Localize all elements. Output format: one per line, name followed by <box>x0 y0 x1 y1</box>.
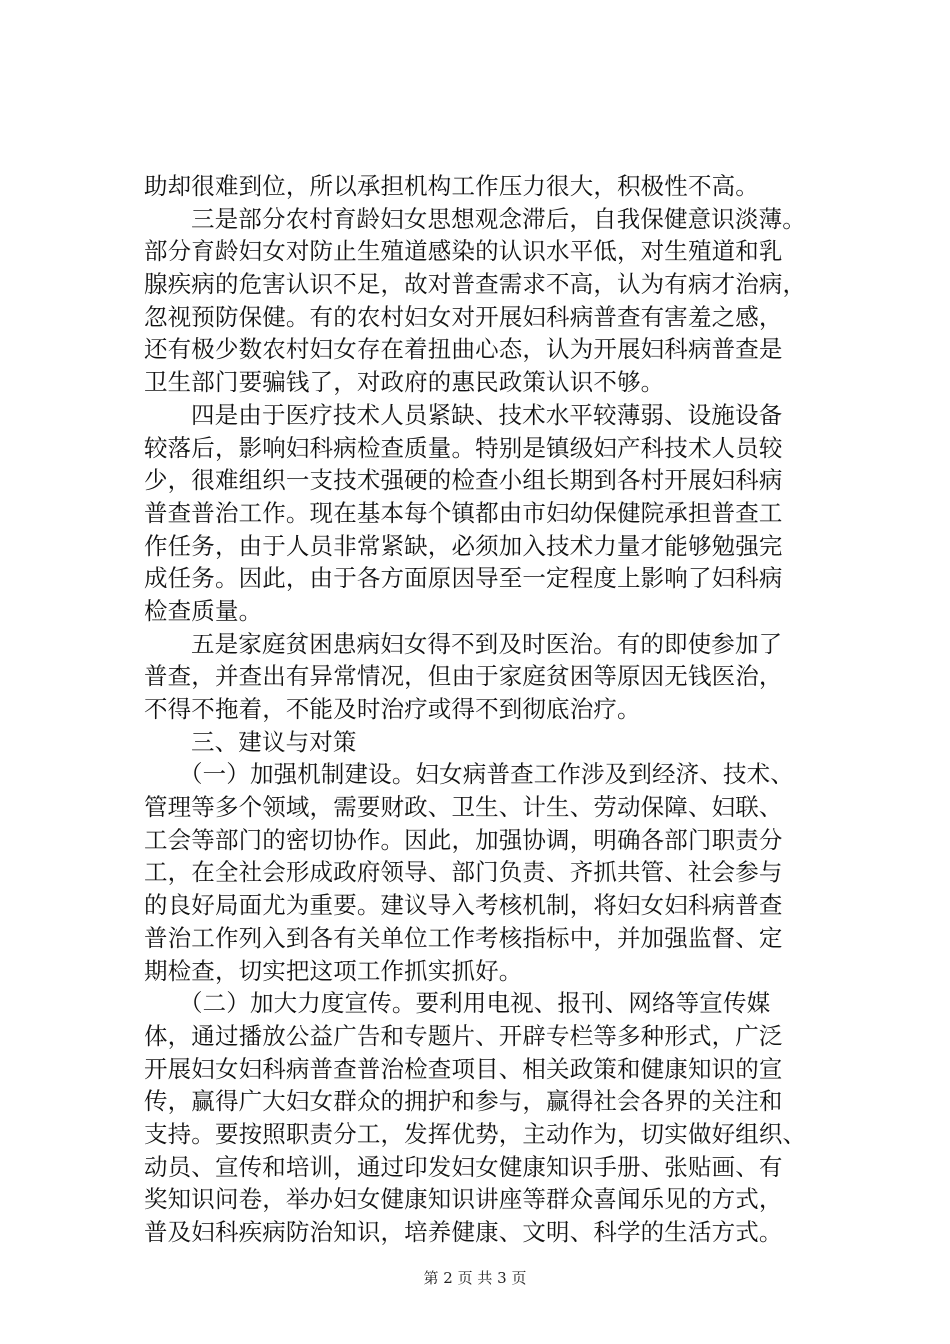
text-line: 管理等多个领域，需要财政、卫生、计生、劳动保障、妇联、 <box>144 793 783 822</box>
text-line: 少，很难组织一支技术强硬的检查小组长期到各村开展妇科病 <box>144 466 783 495</box>
text-line: 部分育龄妇女对防止生殖道感染的认识水平低，对生殖道和乳 <box>144 237 783 266</box>
text-line: 支持。要按照职责分工，发挥优势，主动作为，切实做好组织、 <box>144 1119 807 1148</box>
text-line: 动员、宣传和培训，通过印发妇女健康知识手册、张贴画、有 <box>144 1152 783 1181</box>
text-line: 普查，并查出有异常情况，但由于家庭贫困等原因无钱医治， <box>144 662 783 691</box>
text-line: 的良好局面尤为重要。建议导入考核机制，将妇女妇科病普查 <box>144 891 783 920</box>
text-line: 腺疾病的危害认识不足，故对普查需求不高，认为有病才治病， <box>144 270 807 299</box>
text-line: 普治工作列入到各有关单位工作考核指标中，并加强监督、定 <box>144 923 783 952</box>
text-line: 不得不拖着，不能及时治疗或得不到彻底治疗。 <box>144 695 641 723</box>
text-line: 作任务，由于人员非常紧缺，必须加入技术力量才能够勉强完 <box>144 531 783 560</box>
text-line: 期检查，切实把这项工作抓实抓好。 <box>144 956 523 985</box>
text-line: 工会等部门的密切协作。因此，加强协调，明确各部门职责分 <box>144 825 783 854</box>
text-line: 三是部分农村育龄妇女思想观念滞后，自我保健意识淡薄。 <box>191 204 806 233</box>
text-line: 工，在全社会形成政府领导、部门负责、齐抓共管、社会参与 <box>144 858 783 887</box>
text-line: 检查质量。 <box>144 596 263 625</box>
text-line: 忽视预防保健。有的农村妇女对开展妇科病普查有害羞之感， <box>144 302 783 331</box>
text-line: 四是由于医疗技术人员紧缺、技术水平较薄弱、设施设备 <box>191 400 783 429</box>
document-body <box>144 170 834 1249</box>
text-line: 普查普治工作。现在基本每个镇都由市妇幼保健院承担普查工 <box>144 498 783 527</box>
text-line: 普及妇科疾病防治知识，培养健康、文明、科学的生活方式。 <box>144 1218 783 1246</box>
text-line: 成任务。因此，由于各方面原因导至一定程度上影响了妇科病 <box>144 564 783 593</box>
text-line: 助却很难到位，所以承担机构工作压力很大，积极性不高。 <box>144 172 759 200</box>
text-line: 奖知识问卷，举办妇女健康知识讲座等群众喜闻乐见的方式， <box>144 1185 783 1214</box>
text-line: 三、建议与对策 <box>191 727 357 756</box>
text-line: 体，通过播放公益广告和专题片、开辟专栏等多种形式，广泛 <box>144 1021 783 1050</box>
text-line: 传，赢得广大妇女群众的拥护和参与，赢得社会各界的关注和 <box>144 1087 783 1116</box>
text-line: 还有极少数农村妇女存在着扭曲心态，认为开展妇科病普查是 <box>144 335 783 364</box>
text-line: 开展妇女妇科病普查普治检查项目、相关政策和健康知识的宣 <box>144 1054 783 1083</box>
text-line: （一）加强机制建设。妇女病普查工作涉及到经济、技术、 <box>179 760 794 789</box>
page-footer: 第 2 页 共 3 页 <box>423 1269 527 1287</box>
text-line: （二）加大力度宣传。要利用电视、报刊、网络等宣传媒 <box>179 989 771 1018</box>
text-line: 较落后，影响妇科病检查质量。特别是镇级妇产科技术人员较 <box>144 433 783 462</box>
text-line: 卫生部门要骗钱了，对政府的惠民政策认识不够。 <box>144 368 665 397</box>
text-line: 五是家庭贫困患病妇女得不到及时医治。有的即使参加了 <box>191 629 783 658</box>
